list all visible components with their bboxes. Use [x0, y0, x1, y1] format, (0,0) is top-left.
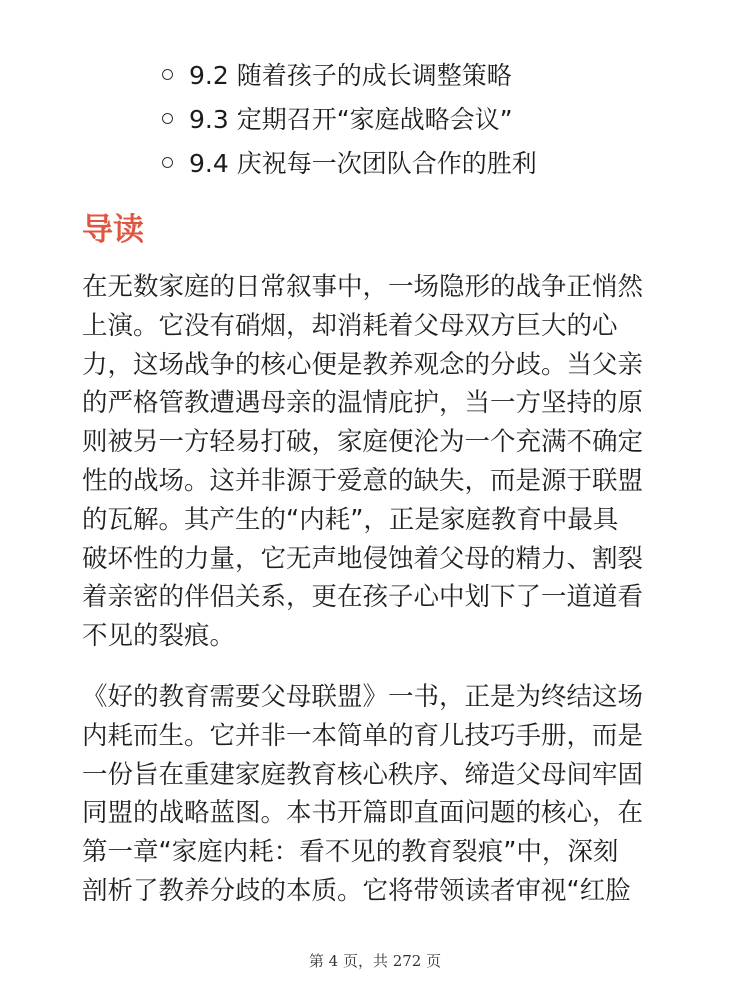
- paragraph-line: 在无数家庭的日常叙事中，一场隐形的战争正悄然: [82, 272, 644, 302]
- toc-item-label: 9.2 随着孩子的成长调整策略: [189, 61, 512, 90]
- paragraph-line: 的瓦解。其产生的“内耗”，正是家庭教育中最具: [82, 504, 619, 535]
- paragraph-line: 第一章“家庭内耗：看不见的教育裂痕”中，深刻: [82, 837, 619, 868]
- paragraph-line: 内耗而生。它并非一本简单的育儿技巧手册，而是: [82, 720, 644, 751]
- paragraph-line: 力，这场战争的核心便是教养观念的分歧。当父亲: [82, 349, 644, 380]
- toc-list: [162, 52, 537, 184]
- toc-item: [162, 52, 537, 96]
- toc-item: [162, 96, 537, 140]
- paragraph-line: 《好的教育需要父母联盟》一书，正是为终结这场: [82, 682, 644, 712]
- paragraph-line: 上演。它没有硝烟，却消耗着父母双方巨大的心: [82, 310, 618, 341]
- body-paragraph: [82, 268, 672, 656]
- hollow-circle-bullet-icon: [162, 113, 173, 124]
- hollow-circle-bullet-icon: [162, 157, 173, 168]
- paragraph-line: 同盟的战略蓝图。本书开篇即直面问题的核心，在: [82, 798, 644, 829]
- toc-item: [162, 140, 537, 184]
- paragraph-line: 一份旨在重建家庭教育核心秩序、缔造父母间牢固: [82, 759, 644, 790]
- section-heading: 导读: [82, 212, 144, 248]
- paragraph-line: 剖析了教养分歧的本质。它将带领读者审视“红脸: [82, 875, 631, 906]
- page-number-footer: 第 4 页，共 272 页: [308, 952, 442, 970]
- paragraph-line: 着亲密的伴侣关系，更在孩子心中划下了一道道看: [82, 582, 644, 613]
- paragraph-line: 破坏性的力量，它无声地侵蚀着父母的精力、割裂: [82, 543, 644, 574]
- toc-item-label: 9.3 定期召开“家庭战略会议”: [189, 105, 513, 134]
- paragraph-line: 不见的裂痕。: [82, 621, 236, 652]
- paragraph-line: 则被另一方轻易打破，家庭便沦为一个充满不确定: [82, 427, 644, 458]
- body-paragraph: [82, 678, 672, 911]
- paragraph-line: 性的战场。这并非源于爱意的缺失，而是源于联盟: [82, 465, 644, 496]
- paragraph-line: 的严格管教遭遇母亲的温情庇护，当一方坚持的原: [82, 388, 644, 419]
- hollow-circle-bullet-icon: [162, 69, 173, 80]
- toc-item-label: 9.4 庆祝每一次团队合作的胜利: [189, 149, 537, 178]
